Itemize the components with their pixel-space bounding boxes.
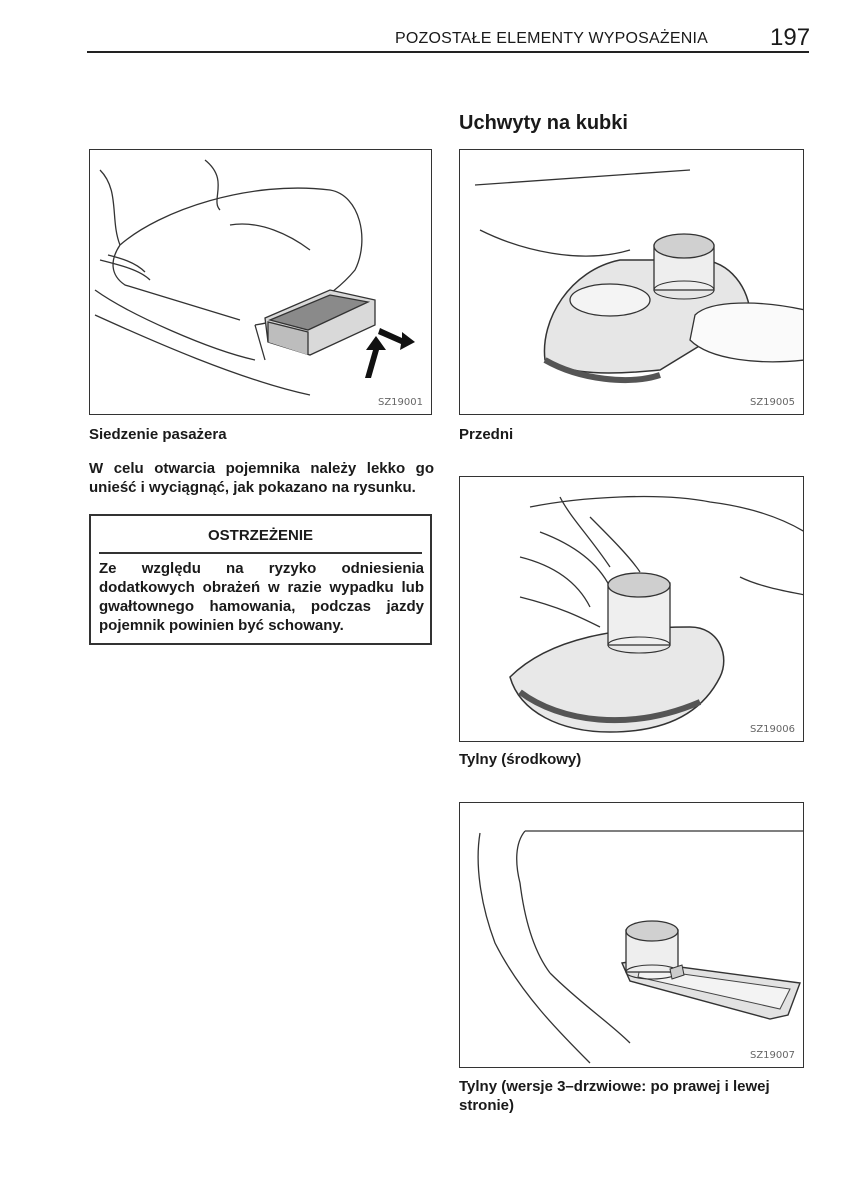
figure-front-cupholder — [459, 149, 804, 415]
figure-seat-drawer — [89, 149, 432, 415]
figure-rear-side-cupholder — [459, 802, 804, 1068]
header-title: POZOSTAŁE ELEMENTY WYPOSAŻENIA — [395, 30, 709, 47]
rear-center-cupholder-illustration — [460, 477, 804, 742]
section-title: Uchwyty na kubki — [459, 112, 628, 134]
caption-seat: Siedzenie pasażera — [89, 426, 227, 443]
warning-text: Ze względu na ryzyko odniesienia dodatkowych obrażeń w razie wypadku lub gwałtownego hamowania, podczas jazdy pojemnik powinien być schowany. — [99, 560, 424, 634]
figure-rear-center-cupholder — [459, 476, 804, 742]
page-number: 197 — [770, 24, 811, 51]
figure-code: SZ19007 — [749, 1050, 795, 1061]
warning-box — [89, 514, 432, 645]
warning-title: OSTRZEŻENIE — [207, 527, 313, 544]
figure-code: SZ19005 — [749, 397, 795, 408]
front-cupholder-illustration — [460, 150, 804, 415]
figure-code: SZ19006 — [749, 724, 795, 735]
caption-rear-center: Tylny (środkowy) — [459, 751, 582, 768]
rear-side-cupholder-illustration — [460, 803, 804, 1068]
figure-code: SZ19001 — [377, 397, 423, 408]
warning-divider — [99, 552, 422, 554]
instruction-text: W celu otwarcia pojemnika należy lekko go unieść i wyciągnąć, jak pokazano na rysunku. — [89, 460, 434, 496]
caption-rear-side: Tylny (wersje 3–drzwiowe: po prawej i lewej stronie) — [459, 1078, 770, 1114]
caption-front: Przedni — [459, 426, 514, 443]
header-rule — [87, 51, 809, 53]
seat-drawer-illustration — [90, 150, 432, 415]
